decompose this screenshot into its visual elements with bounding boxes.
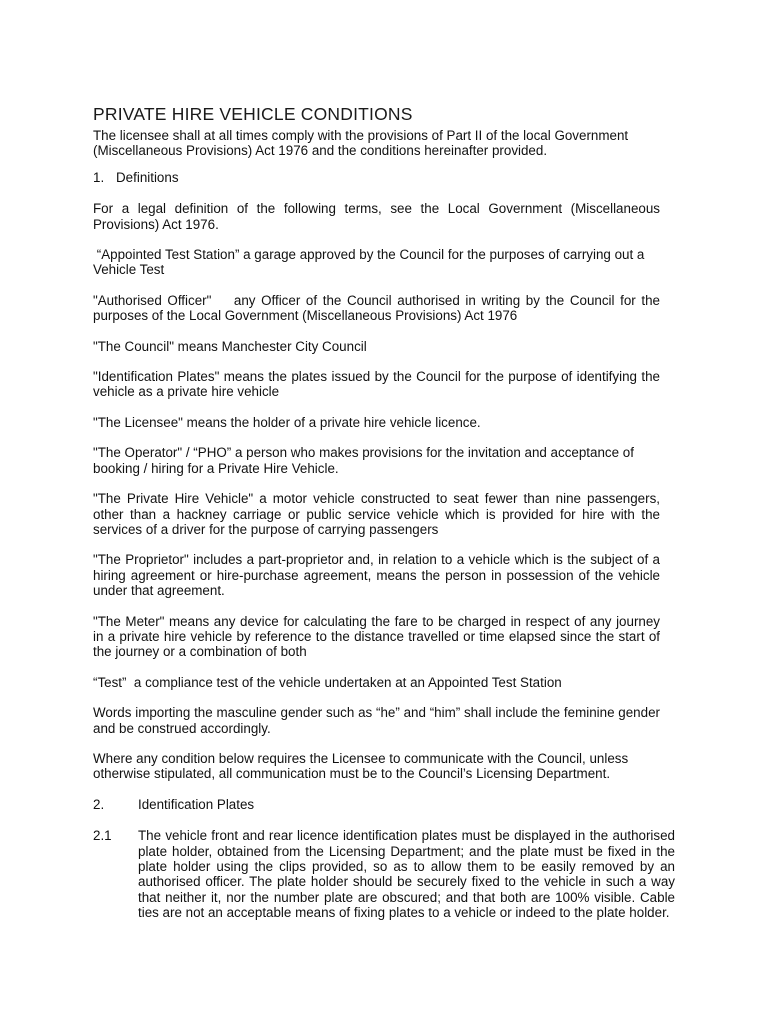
clause-2-1 [93,828,675,920]
definition-council: "The Council" means Manchester City Council [93,338,367,354]
gender-clause: Words importing the masculine gender such as “he” and “him” shall include the feminine gender and be construed accordingly. [93,705,660,736]
definition-authorised-officer: "Authorised Officer" any Officer of the Council authorised in writing by the Council for the purposes of the Local Government (Miscellaneous Provisions) Act 1976 [93,292,664,324]
section-1-title: Definitions [116,169,179,185]
definition-operator: "The Operator" / “PHO” a person who makes provisions for the invitation and acceptance of booking / hiring for a Private Hire Vehicle. [93,445,634,476]
definition-appointed-test-station: “Appointed Test Station” a garage approved by the Council for the purposes of carrying out a Vehicle Test [93,247,649,278]
section-2-number: 2. [93,796,105,812]
section-1-heading [93,170,660,185]
section-1-number: 1. [93,169,105,185]
document-title: PRIVATE HIRE VEHICLE CONDITIONS [93,104,413,124]
section-2-heading [93,797,660,812]
definition-private-hire-vehicle: "The Private Hire Vehicle" a motor vehicle constructed to seat fewer than nine passengers, other than a hackney carriage or public service vehicle which is provided for hire with the services of a driver for the purpose of carrying passengers [93,491,660,537]
definitions-intro: For a legal definition of the following terms, see the Local Government (Miscellaneous Provisions) Act 1976. [93,201,660,232]
definition-test: “Test” a compliance test of the vehicle undertaken at an Appointed Test Station [93,674,562,690]
clause-2-1-number: 2.1 [93,828,112,844]
section-2-title: Identification Plates [138,796,255,812]
communication-clause: Where any condition below requires the Licensee to communicate with the Council, unless otherwise stipulated, all communication must be to the Council’s Licensing Department. [93,750,629,782]
intro-paragraph: The licensee shall at all times comply with the provisions of Part II of the local Government (Miscellaneous Provisions) Act 1976 and the conditions hereinafter provided. [93,128,629,159]
definition-identification-plates: "Identification Plates" means the plates issued by the Council for the purpose of identifying the vehicle as a private hire vehicle [93,369,660,400]
document-body [93,103,675,921]
definition-meter: "The Meter" means any device for calculating the fare to be charged in respect of any journey in a private hire vehicle by reference to the distance travelled or time elapsed since the start of the journey or a combination of both [93,613,660,660]
definition-licensee: "The Licensee" means the holder of a private hire vehicle licence. [93,414,481,430]
definition-proprietor: "The Proprietor" includes a part-proprietor and, in relation to a vehicle which is the subject of a hiring agreement or hire-purchase agreement, means the person in possession of the vehicle under that agreement. [93,552,660,599]
clause-2-1-text: The vehicle front and rear licence identification plates must be displayed in the authorised plate holder, obtained from the Licensing Department; and the plate must be fixed in the plate holder using the clips provided, so as to allow them to be easily removed by an authorised officer. The plate holder should be securely fixed to the vehicle in such a way that neither it, nor the number plate are obscured; and that both are 100% visible. Cable ties are not an acceptable means of fixing plates to a vehicle or indeed to the plate holder. [138,828,675,921]
